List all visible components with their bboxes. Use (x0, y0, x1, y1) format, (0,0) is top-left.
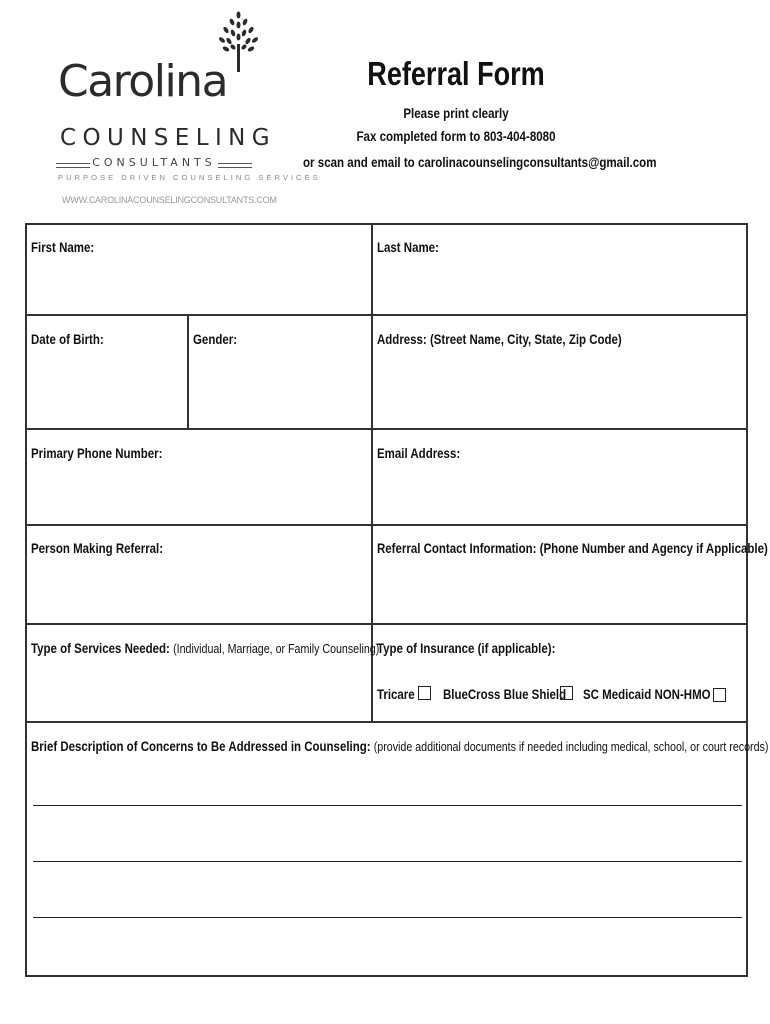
concerns-writing-line[interactable] (33, 805, 742, 806)
phone-label: Primary Phone Number: (31, 445, 163, 461)
concerns-note: (provide additional documents if needed including medical, school, or court records) (373, 739, 769, 754)
last-name-label: Last Name: (377, 239, 439, 255)
concerns-label (31, 738, 768, 754)
logo-counseling-text: COUNSELING (60, 125, 276, 151)
row-divider (25, 623, 748, 625)
concerns-writing-line[interactable] (33, 861, 742, 862)
person-referral-label: Person Making Referral: (31, 540, 164, 556)
medicaid-checkbox[interactable] (713, 688, 726, 702)
company-logo (56, 10, 321, 210)
instruction-fax: Fax completed form to 803-404-8080 (356, 129, 556, 144)
insurance-option-label: BlueCross Blue Shield (443, 686, 567, 702)
tricare-checkbox[interactable] (418, 686, 431, 700)
first-name-label: First Name: (31, 239, 95, 255)
concerns-writing-line[interactable] (33, 917, 742, 918)
row-divider (25, 314, 748, 316)
row-divider (25, 428, 748, 430)
services-label-text: Type of Services Needed: (31, 640, 170, 656)
insurance-option-label: SC Medicaid NON-HMO (583, 686, 711, 702)
referral-contact-label: Referral Contact Information: (Phone Number and Agency if Applicable) (377, 540, 768, 556)
address-label: Address: (Street Name, City, State, Zip Code) (377, 331, 622, 347)
logo-consultants-text: CONSULTANTS (92, 156, 216, 169)
gender-label: Gender: (193, 331, 238, 347)
logo-tagline: PURPOSE DRIVEN COUNSELING SERVICES (58, 173, 321, 182)
row-divider (25, 524, 748, 526)
insurance-label: Type of Insurance (if applicable): (377, 640, 556, 656)
form-title: Referral Form (367, 55, 545, 92)
bluecross-checkbox[interactable] (560, 686, 573, 700)
website-url: WWW.CAROLINACOUNSELINGCONSULTANTS.COM (62, 195, 277, 205)
services-note: (Individual, Marriage, or Family Counseling) (173, 641, 380, 656)
services-label (31, 640, 379, 656)
row-divider (25, 721, 748, 723)
insurance-option-label: Tricare (377, 686, 415, 702)
dob-label: Date of Birth: (31, 331, 104, 347)
instruction-email: or scan and email to carolinacounselingconsultants@gmail.com (303, 155, 657, 170)
email-label: Email Address: (377, 445, 461, 461)
logo-wordmark: Carolina (58, 56, 228, 107)
concerns-label-text: Brief Description of Concerns to Be Addressed in Counseling: (31, 738, 371, 754)
instruction-print: Please print clearly (403, 106, 509, 121)
column-divider (187, 315, 189, 429)
